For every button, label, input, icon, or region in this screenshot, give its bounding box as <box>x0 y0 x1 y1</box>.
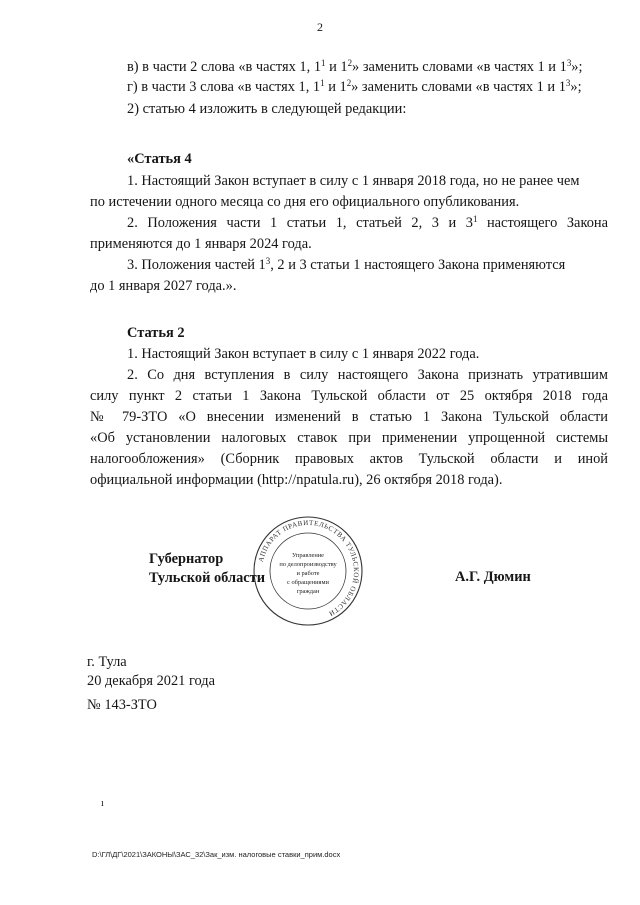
signer-title-line: Губернатор <box>149 551 224 567</box>
article-4-para-3-line: до 1 января 2027 года.». <box>90 278 237 294</box>
superscript: 3 <box>565 77 571 88</box>
article-4-para-2-line: применяются до 1 января 2024 года. <box>90 236 312 252</box>
place-and-date <box>87 653 215 691</box>
seal-text-line: Управление <box>291 552 325 559</box>
file-path-footer: D:\ГЛ\ДГ\2021\ЗАКОНЫ\ЗАС_32\Зак_изм. налоговые ставки_прим.docx <box>92 850 341 859</box>
article-2-para-2-line: 2. Со дня вступления в силу настоящего Закона признать утратившим <box>127 367 608 383</box>
superscript: 3 <box>566 57 572 68</box>
amendment-b-text: и 1 <box>325 59 348 75</box>
superscript: 1 <box>321 57 326 68</box>
stray-mark: ı <box>101 798 104 809</box>
superscript: 2 <box>346 77 352 88</box>
amendment-c <box>90 78 608 96</box>
article-2-para-2-line: силу пункт 2 статьи 1 Закона Тульской области от 25 октября 2018 года <box>90 388 608 404</box>
article-4-para-2-line <box>90 214 608 232</box>
amendment-c-text: »; <box>570 79 582 95</box>
svg-text:АППАРАТ ПРАВИТЕЛЬСТВА ТУЛЬСКОЙ <box>257 519 360 618</box>
article-4-para-3-text: 3. Положения частей 1 <box>127 257 266 273</box>
official-seal <box>252 515 364 627</box>
amendment-b-text: » заменить словами «в частях 1 и 1 <box>352 59 567 75</box>
article-2-para-1: 1. Настоящий Закон вступает в силу с 1 января 2022 года. <box>127 346 480 362</box>
superscript: 3 <box>265 255 271 266</box>
amendment-c-text: г) в части 3 слова «в частях 1, 1 <box>127 79 321 95</box>
article-4-para-2-text: настоящего Закона <box>477 215 608 231</box>
article-2-heading: Статья 2 <box>127 325 185 341</box>
seal-ring-text: АППАРАТ ПРАВИТЕЛЬСТВА ТУЛЬСКОЙ ОБЛАСТИ <box>256 518 361 618</box>
superscript: 1 <box>472 213 478 224</box>
amendment-b-text: в) в части 2 слова «в частях 1, 1 <box>127 59 322 75</box>
document-number: № 143-ЗТО <box>87 697 157 713</box>
article-2-para-2-line: «Об установлении налоговых ставок при применении упрощенной системы <box>90 430 608 446</box>
amendment-c-text: и 1 <box>324 79 347 95</box>
superscript: 1 <box>320 77 325 88</box>
article-4-section <box>90 150 608 295</box>
article-2-para-2-line: официальной информации (http://npatula.ru), 26 октября 2018 года). <box>90 472 503 488</box>
article-2-para-2-line: № 79-ЗТО «О внесении изменений в статью 1 Закона Тульской области <box>90 409 608 425</box>
article-4-para-2-text: 2. Положения части 1 статьи 1, статьей 2, 3 и 3 <box>127 215 473 231</box>
seal-text-line: граждан <box>296 588 320 595</box>
article-4-para-1-line: по истечении одного месяца со дня его официального опубликования. <box>90 194 520 210</box>
amendments-block <box>90 58 608 118</box>
signer-title-line: Тульской области <box>149 570 266 586</box>
signer-title <box>149 550 265 588</box>
amendment-b <box>90 58 608 76</box>
seal-text-line: по делопроизводству <box>279 561 337 568</box>
article-4-para-1-line: 1. Настоящий Закон вступает в силу с 1 января 2018 года, но не ранее чем <box>127 173 580 189</box>
superscript: 2 <box>347 57 353 68</box>
place: г. Тула <box>87 654 127 670</box>
article-4-para-3-text: , 2 и 3 статьи 1 настоящего Закона применяются <box>270 257 566 273</box>
signer-name: А.Г. Дюмин <box>455 569 531 585</box>
article-2-section <box>90 324 608 489</box>
amendment-c-text: » заменить словами «в частях 1 и 1 <box>351 79 566 95</box>
article-4-heading: «Статья 4 <box>127 151 192 167</box>
article-4-para-3-line <box>90 256 608 274</box>
seal-text-line: и работе <box>296 570 320 577</box>
seal-text-line: с обращениями <box>287 579 329 586</box>
amendment-b-text: »; <box>571 59 583 75</box>
date: 20 декабря 2021 года <box>87 673 216 689</box>
article-2-para-2-line: налогообложения» (Сборник правовых актов Тульской области и иной <box>90 451 608 467</box>
item-2: 2) статью 4 изложить в следующей редакции: <box>127 101 407 117</box>
page-number: 2 <box>317 20 323 34</box>
